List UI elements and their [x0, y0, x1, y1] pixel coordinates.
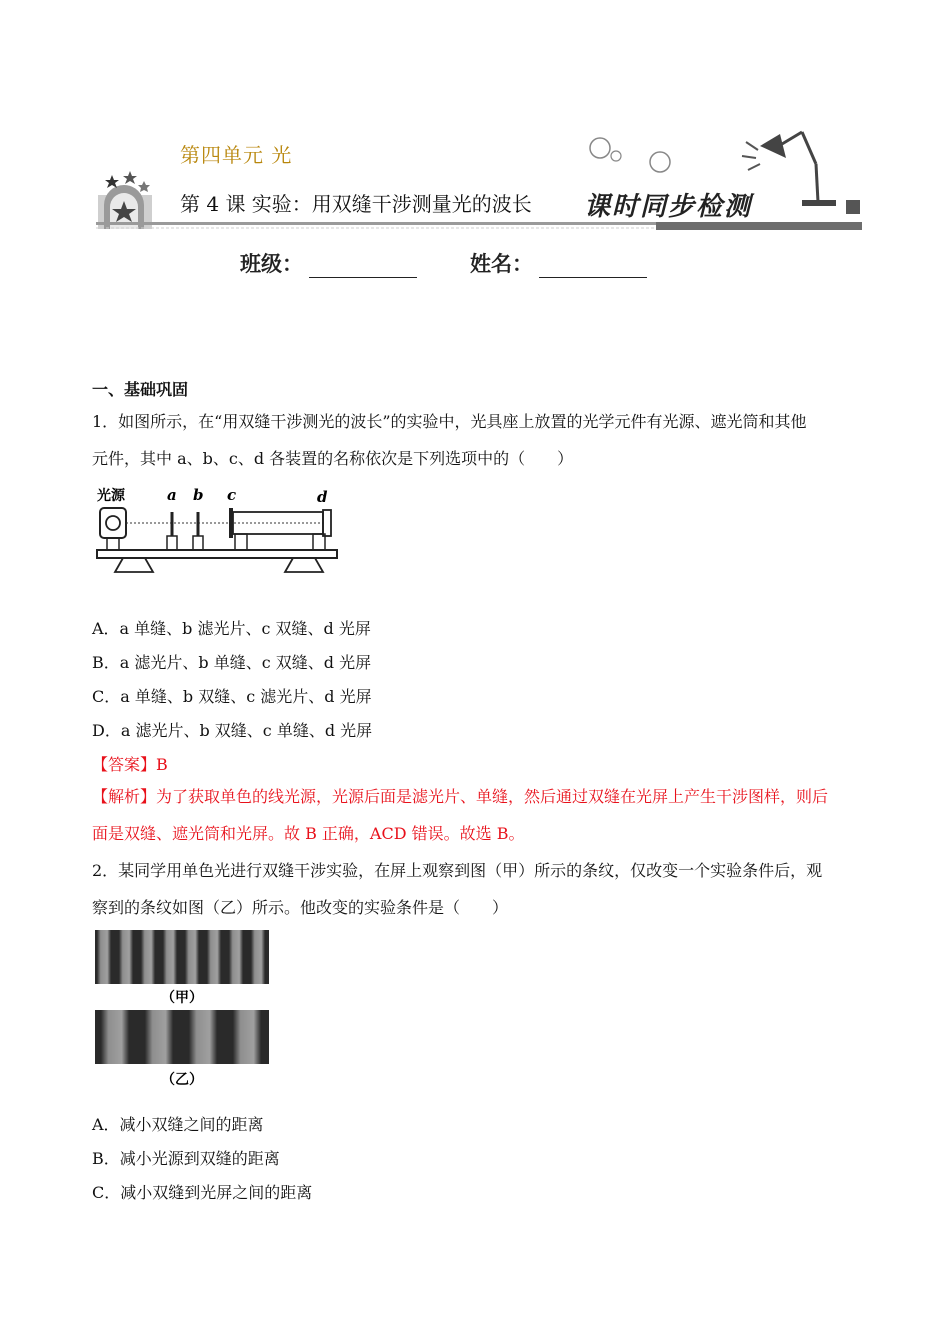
unit-title: 第四单元 光 — [180, 143, 293, 167]
name-blank[interactable] — [539, 259, 647, 278]
q1-option-d[interactable]: D．a 滤光片、b 双缝、c 单缝、d 光屏 — [92, 721, 373, 740]
q1-option-b[interactable]: B．a 滤光片、b 单缝、c 双缝、d 光屏 — [92, 653, 372, 672]
q1-analysis-line1: 【解析】为了获取单色的线光源，光源后面是滤光片、单缝，然后通过双缝在光屏上产生干涉图样，则后 — [92, 787, 829, 806]
desk-lamp-icon — [736, 124, 862, 224]
fringe-patterns-figure — [93, 928, 273, 1090]
fig-label-d: d — [317, 488, 328, 506]
class-blank[interactable] — [309, 259, 417, 278]
q1-option-a[interactable]: A．a 单缝、b 滤光片、c 双缝、d 光屏 — [92, 619, 371, 638]
fringe-pattern-yi — [95, 1010, 269, 1064]
name-label: 姓名： — [470, 251, 533, 276]
fig-label-c: c — [227, 486, 237, 504]
class-label: 班级： — [240, 251, 303, 276]
element-d — [323, 510, 331, 536]
lesson-title: 第 4 课 实验：用双缝干涉测量光的波长 — [180, 192, 532, 216]
fig-label-yi: （乙） — [161, 1072, 203, 1088]
brand-title: 课时同步检测 — [584, 192, 753, 222]
q2-stem-line2: 察到的条纹如图（乙）所示。他改变的实验条件是（ ） — [92, 898, 509, 917]
q1-stem-line2: 元件，其中 a、b、c、d 各装置的名称依次是下列选项中的（ ） — [92, 449, 574, 468]
class-field — [240, 248, 417, 278]
fig-label-b: b — [193, 486, 204, 504]
optical-bench-figure — [93, 484, 341, 578]
header-divider — [96, 222, 862, 230]
bubbles-decoration — [584, 134, 684, 184]
q1-answer: 【答案】B — [92, 755, 168, 774]
q2-option-c[interactable]: C．减小双缝到光屏之间的距离 — [92, 1183, 313, 1202]
fringe-pattern-jia — [95, 930, 269, 984]
q1-option-c[interactable]: C．a 单缝、b 双缝、c 滤光片、d 光屏 — [92, 687, 372, 706]
fig-label-a: a — [167, 486, 177, 504]
q1-analysis-line2: 面是双缝、遮光筒和光屏。故 B 正确，ACD 错误。故选 B。 — [92, 824, 525, 843]
fig-label-light-source: 光源 — [97, 488, 125, 504]
q2-option-a[interactable]: A．减小双缝之间的距离 — [92, 1115, 264, 1134]
name-field — [470, 248, 647, 278]
fig-label-jia: （甲） — [161, 990, 203, 1006]
q1-stem-line1: 1．如图所示，在“用双缝干涉测光的波长”的实验中，光具座上放置的光学元件有光源、遮光筒和其他 — [92, 412, 807, 431]
q2-option-b[interactable]: B．减小光源到双缝的距离 — [92, 1149, 280, 1168]
q2-stem-line1: 2．某同学用单色光进行双缝干涉实验，在屏上观察到图（甲）所示的条纹，仅改变一个实验条件后，观 — [92, 861, 823, 880]
lamp-bulb — [106, 516, 120, 530]
lamp-housing — [100, 508, 126, 538]
section-title: 一、基础巩固 — [92, 380, 189, 399]
optical-bench — [97, 550, 337, 558]
